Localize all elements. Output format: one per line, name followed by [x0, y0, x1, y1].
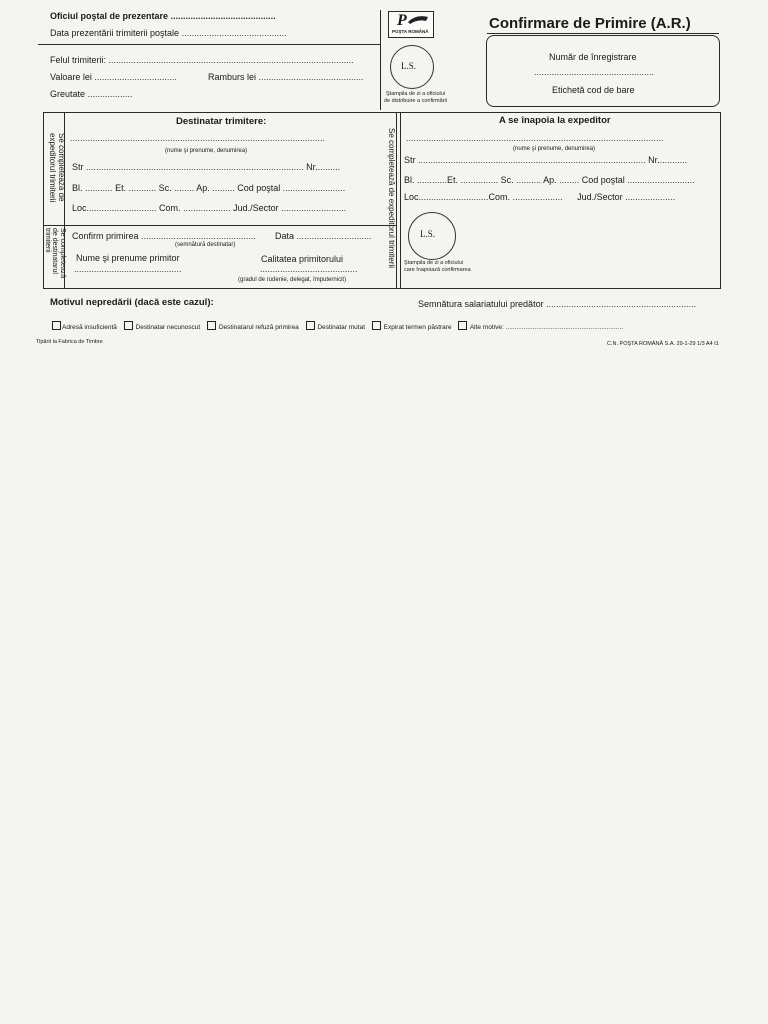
alte-motive-dots[interactable]: ................................................................. — [505, 324, 623, 331]
title-underline — [487, 33, 719, 34]
expeditor-str-dots[interactable]: ........................................................................................... — [418, 155, 646, 165]
destinatar-et-dots[interactable]: ........... — [128, 183, 157, 193]
expeditor-sc-dots[interactable]: .......... — [516, 175, 542, 185]
ramburs-label: Ramburs lei .......................................... — [208, 72, 364, 82]
checkbox-icon[interactable] — [124, 321, 133, 330]
oficiul-dots[interactable]: .......................................... — [170, 11, 276, 21]
confirm-side-label: Se completează de destinatarul trimiterii — [44, 228, 66, 279]
checkbox-icon[interactable] — [207, 321, 216, 330]
data-prezentarii-label: Data prezentării trimiterii poştale .......................................... — [50, 28, 287, 38]
expeditor-side-label: Se completează de expeditorul trimiterii — [387, 128, 396, 269]
checkbox-icon[interactable] — [372, 321, 381, 330]
valoare-dots[interactable]: ................................. — [94, 72, 177, 82]
calitatea-dots[interactable]: ....................................... — [260, 264, 358, 274]
page-title: Confirmare de Primire (A.R.) — [489, 15, 691, 32]
destinatar-str-dots[interactable]: ....................................................................................... — [86, 162, 304, 172]
expeditor-nr-dots[interactable]: ........... — [659, 155, 688, 165]
motiv-options-row — [52, 321, 623, 331]
footer-left: Tipărit la Fabrica de Timbre — [36, 339, 103, 345]
destinatar-bl-row: Bl. ........... Et. ........... Sc. ........ Ap. ......... Cod poştal ......................... — [72, 183, 346, 193]
form-center-divider — [396, 112, 397, 288]
stamp-caption-1: Ştampila de zi a oficiului — [386, 91, 446, 97]
expeditor-loc-dots[interactable]: ........................... — [421, 192, 489, 202]
destinatar-name-hint: (nume şi prenume, denumirea) — [165, 148, 248, 154]
expeditor-name-hint: (nume şi prenume, denumirea) — [513, 146, 596, 152]
header-divider — [38, 44, 380, 45]
expeditor-bl-row: Bl. ............Et. ............... Sc. .......... Ap. ........ Cod poştal ........................... — [404, 175, 695, 185]
stamp-ls: L.S. — [401, 61, 417, 71]
destinatar-confirm-divider — [43, 225, 396, 226]
checkbox-icon[interactable] — [306, 321, 315, 330]
destinatar-com-dots[interactable]: ................... — [183, 203, 231, 213]
checkbox-icon[interactable] — [52, 321, 61, 330]
ramburs-dots[interactable]: .......................................... — [258, 72, 364, 82]
destinatar-bl-dots[interactable]: ........... — [85, 183, 113, 193]
destinatar-str-row: Str ....................................................................................... Nr.......... — [72, 162, 341, 172]
felul-dots[interactable]: .................................................................................................. — [108, 55, 354, 65]
calitatea-label: Calitatea primitorului — [261, 254, 344, 264]
option-destinatar-mutat[interactable]: Destinatar mutat — [306, 324, 366, 331]
expeditor-cod-dots[interactable]: ........................... — [627, 175, 695, 185]
expeditor-ap-dots[interactable]: ........ — [559, 175, 580, 185]
expeditor-bl-dots[interactable]: ............ — [417, 175, 448, 185]
expeditor-title: A se înapoia la expeditor — [499, 115, 611, 126]
confirm-primirea-dots[interactable]: .............................................. — [141, 231, 257, 241]
greutate-dots[interactable]: .................. — [87, 89, 133, 99]
motiv-label: Motivul nepredării (dacă este cazul): — [50, 297, 214, 308]
greutate-label: Greutate .................. — [50, 89, 133, 99]
destinatar-cod-dots[interactable]: ......................... — [282, 183, 346, 193]
expeditor-et-dots[interactable]: ............... — [460, 175, 499, 185]
semnatura-predator-label: Semnătura salariatului predător ............................................................ — [418, 299, 697, 309]
destinatar-sc-dots[interactable]: ........ — [174, 183, 195, 193]
nume-primitor-dots[interactable]: ........................................... — [74, 264, 182, 274]
data-prezentarii-dots[interactable]: .......................................... — [181, 28, 287, 38]
destinatar-title: Destinatar trimitere: — [176, 116, 267, 127]
expeditor-com-dots[interactable]: .................... — [512, 192, 563, 202]
destinatar-jud-dots[interactable]: .......................... — [281, 203, 347, 213]
confirm-primirea-row: Confirm primirea .............................................. — [72, 231, 257, 241]
expeditor-side-divider — [400, 112, 401, 288]
return-stamp-caption-1: Ştampila de zi a oficiului — [404, 260, 464, 266]
destinatar-loc-dots[interactable]: ........................... — [89, 203, 157, 213]
felul-label: Felul trimiterii: .................................................................................................. — [50, 55, 354, 65]
expeditor-str-row: Str ........................................................................................... Nr............ — [404, 155, 688, 165]
logo-mark-icon: P — [397, 12, 407, 29]
stamp-caption-2: de distribuire a confirmării — [384, 98, 447, 104]
destinatar-ap-dots[interactable]: ......... — [212, 183, 235, 193]
destinatar-side-label: Se completează de expeditorul trimiterii — [48, 133, 66, 203]
destinatar-loc-row: Loc............................ Com. ................... Jud./Sector .......................... — [72, 203, 347, 213]
footer-right: C.N. POŞTA ROMÂNĂ S.A. 29-1-29 1/3 A4 t1 — [607, 341, 719, 347]
confirm-data-dots[interactable]: .............................. — [296, 231, 372, 241]
option-expirat-termen[interactable]: Expirat termen păstrare — [372, 324, 452, 331]
eticheta-label: Etichetă cod de bare — [552, 85, 635, 95]
option-alte-motive[interactable]: Alte motive: ................................................................. — [458, 324, 623, 331]
expeditor-jud-dots[interactable]: .................... — [625, 192, 676, 202]
nume-primitor-label: Nume şi prenume primitor — [76, 253, 180, 263]
logo-caption: POŞTA ROMÂNĂ — [392, 29, 429, 34]
return-stamp-caption-2: care înapoiază confirmarea — [404, 267, 471, 273]
numar-inregistrare-label: Număr de înregistrare — [549, 52, 637, 62]
option-adresa-insuficienta[interactable]: Adresă insuficientă — [52, 324, 117, 331]
calitatea-hint: (gradul de rudenie, delegat, împuternicit) — [238, 277, 347, 283]
logo-horn-icon — [406, 14, 430, 26]
semnatura-predator-dots[interactable]: ............................................................ — [546, 299, 697, 309]
numar-inregistrare-dots[interactable]: ................................................ — [534, 67, 655, 77]
semnatura-hint: (semnătură destinatar) — [175, 242, 236, 248]
valoare-label: Valoare lei ................................. — [50, 72, 177, 82]
option-refuza-primirea[interactable]: Destinatarul refuză primirea — [207, 324, 299, 331]
destinatar-name-dots[interactable]: ...................................................................................................... — [70, 133, 326, 143]
header-vertical-divider — [380, 10, 381, 110]
confirm-data-row: Data .............................. — [275, 231, 372, 241]
oficiul-label: Oficiul poştal de prezentare .......................................... — [50, 11, 276, 21]
option-destinatar-necunoscut[interactable]: Destinatar necunoscut — [124, 324, 201, 331]
posta-romana-logo — [388, 11, 434, 38]
return-stamp-ls: L.S. — [420, 229, 436, 239]
expeditor-name-dots[interactable]: ....................................................................................................... — [406, 133, 664, 143]
checkbox-icon[interactable] — [458, 321, 467, 330]
destinatar-nr-dots[interactable]: ......... — [317, 162, 341, 172]
expeditor-loc-row: Loc............................Com. .................... Jud./Sector .................... — [404, 192, 676, 202]
